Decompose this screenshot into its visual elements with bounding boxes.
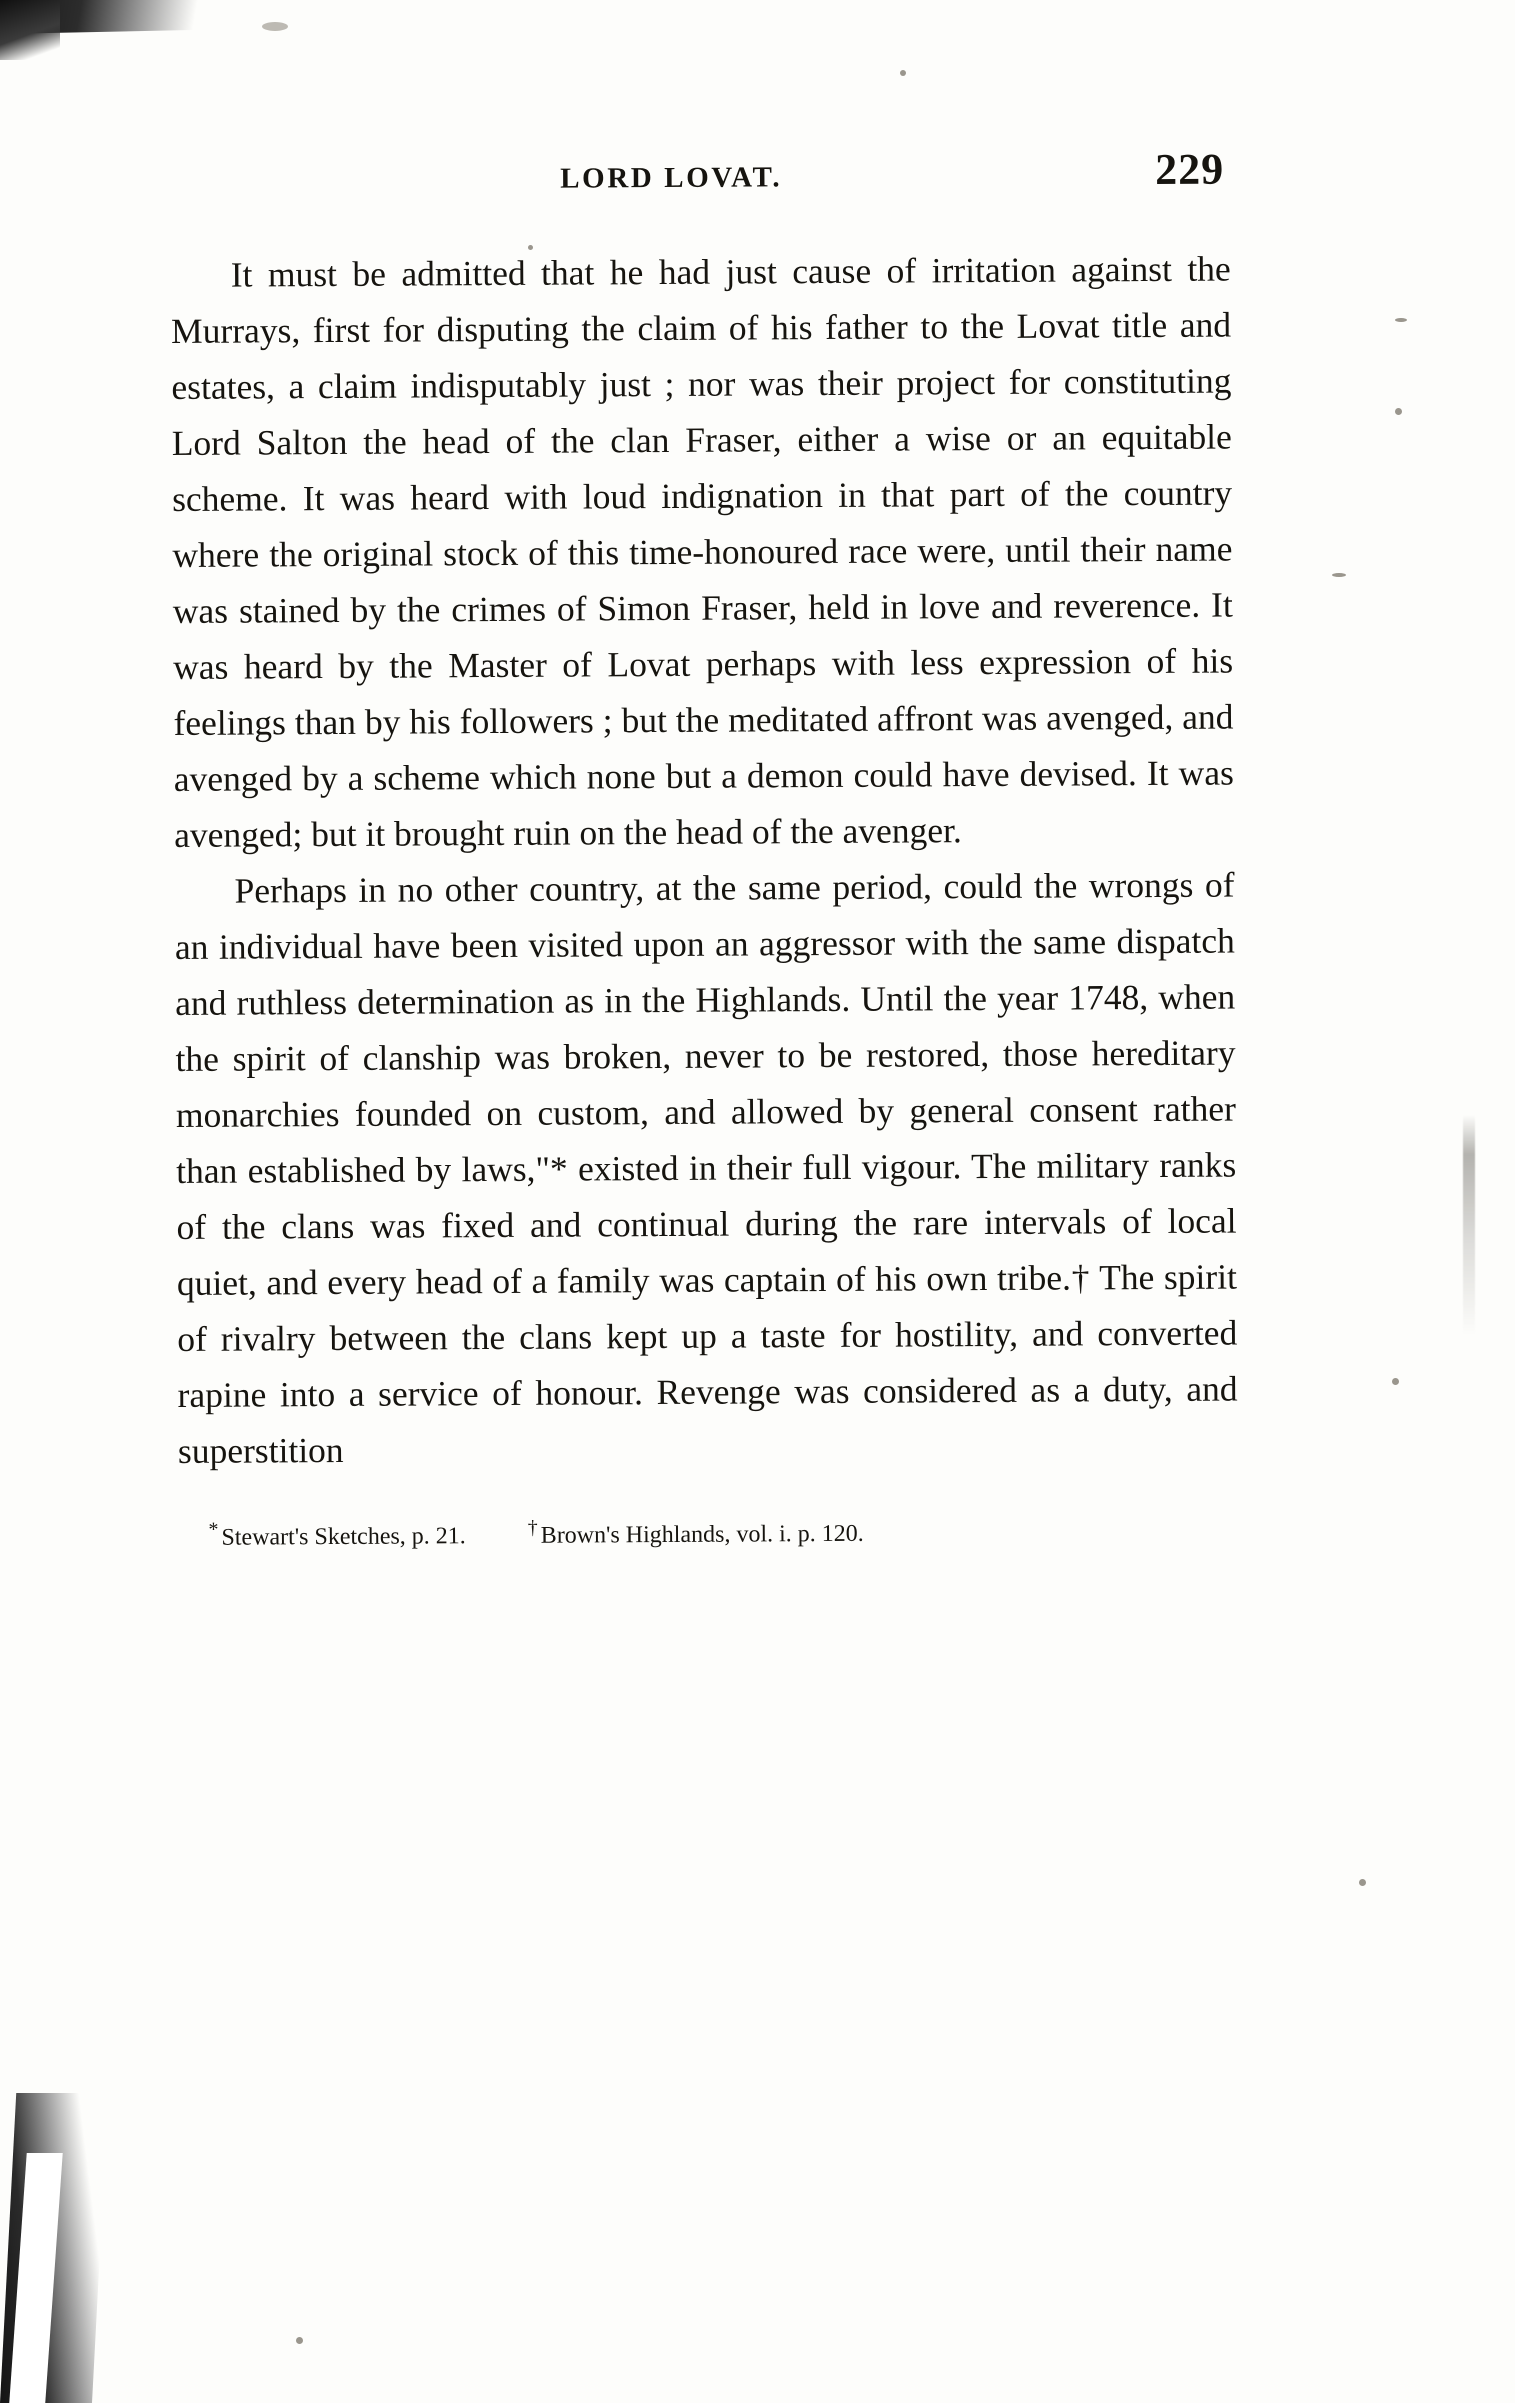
page-header [170,144,1230,201]
scan-speck [1392,1378,1399,1385]
footnote-text: Stewart's Sketches, p. 21. [221,1523,466,1551]
footnote-text: Brown's Highlands, vol. i. p. 120. [540,1520,864,1549]
footnote-area [178,1506,1238,1554]
scan-speck [1395,408,1402,415]
running-head: LORD LOVAT. [560,161,783,195]
scan-speck [296,2337,303,2344]
page-number: 229 [1154,144,1225,194]
page-content [170,144,1239,1555]
scan-edge-artifact-corner [0,0,60,60]
paragraph: Perhaps in no other country, at the same period, could the wrongs of an individual have been visited upon an aggressor with the same dispatch and ruthless determination as in the Highlands. Until the year 1748, when the spirit of clanship was broken, never to be restored, those hereditary monarchies founded on custom, and allowed by general consent rather than established by laws,"* existed in their full vigour. The military ranks of the clans was fixed and continual during the rare intervals of local quiet, and every head of a family was captain of his own tribe.† The spirit of rivalry between the clans kept up a taste for hostility, and converted rapine into a service of honour. Revenge was considered as a duty, and superstition [174,864,1238,1471]
footnote [208,1511,466,1555]
scan-speck [1332,573,1346,577]
body-text [171,241,1239,1479]
scan-smudge-right [1463,1115,1475,1335]
scan-speck [262,22,288,31]
scan-speck [1359,1879,1366,1886]
footnote [528,1509,864,1553]
footnote-marker: * [208,1518,219,1541]
footnote-marker: † [527,1516,538,1539]
scan-speck [900,70,906,76]
scan-speck [1395,318,1407,322]
paragraph: It must be admitted that he had just cause of irritation against the Murrays, first for disputing the claim of his father to the Lovat title and estates, a claim indisputably just ; nor was their project for constituting Lord Salton the head of the clan Fraser, either a wise or an equitable scheme. It was heard with loud indignation in that part of the country where the original stock of this time-honoured race were, until their name was stained by the crimes of Simon Fraser, held in love and reverence. It was heard by the Master of Lovat perhaps with less expression of his feelings than by his followers ; but the meditated affront was avenged, and avenged by a scheme which none but a demon could have devised. It was avenged; but it brought ruin on the head of the avenger. [170,248,1234,855]
